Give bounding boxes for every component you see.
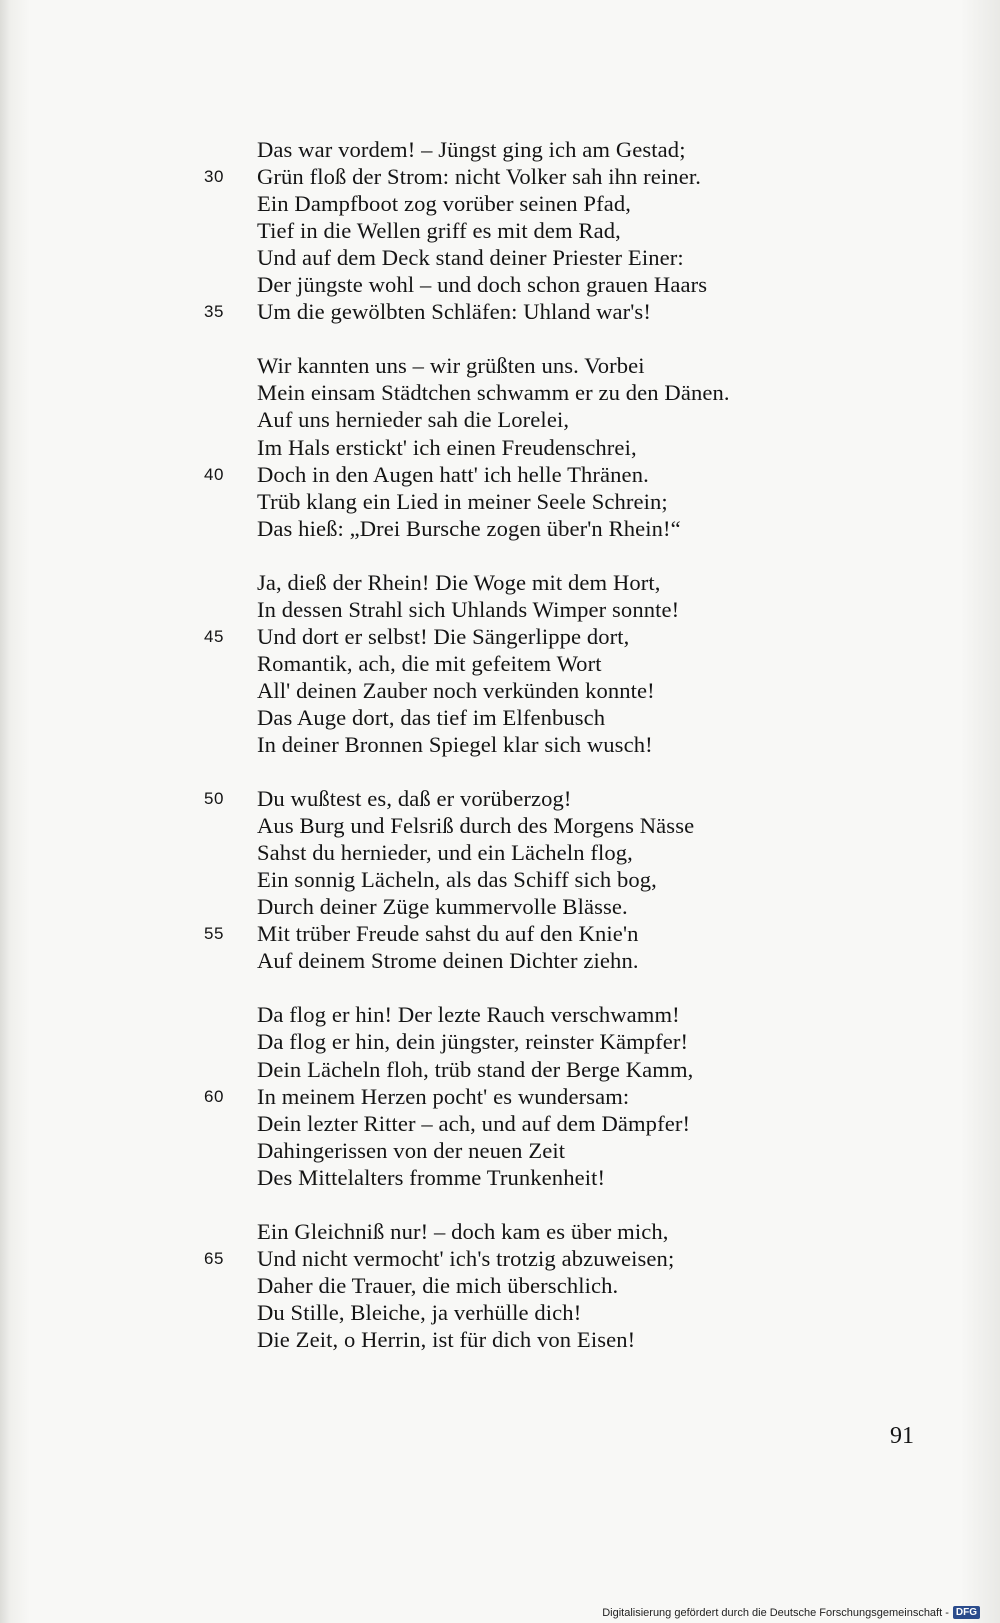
digitization-footer — [602, 1606, 980, 1619]
line-number: 50 — [204, 789, 224, 809]
poem-line — [0, 731, 1000, 759]
poem-line — [0, 163, 1000, 191]
poem-line — [0, 136, 1000, 164]
verse-text: Ja, dieß der Rhein! Die Woge mit dem Hort, — [257, 569, 661, 595]
poem-line — [0, 1028, 1000, 1056]
verse-text: Des Mittelalters fromme Trunkenheit! — [257, 1164, 606, 1190]
verse-text: Das hieß: „Drei Bursche zogen über'n Rhein!“ — [257, 515, 681, 541]
verse-text: Ein sonnig Lächeln, als das Schiff sich bog, — [257, 867, 657, 893]
poem-line — [0, 298, 1000, 326]
verse-text: In dessen Strahl sich Uhlands Wimper sonnte! — [257, 596, 680, 622]
footer-text: Digitalisierung gefördert durch die Deutsche Forschungsgemeinschaft - — [602, 1606, 949, 1619]
poem-line — [0, 461, 1000, 489]
poem-line — [0, 596, 1000, 624]
verse-text: Ein Gleichniß nur! – doch kam es über mich, — [257, 1218, 669, 1244]
verse-text: Romantik, ach, die mit gefeitem Wort — [257, 650, 602, 676]
verse-text: Du Stille, Bleiche, ja verhülle dich! — [257, 1299, 582, 1325]
verse-text: Und auf dem Deck stand deiner Priester Einer: — [257, 245, 684, 271]
poem-line — [0, 812, 1000, 840]
verse-text: Auf uns hernieder sah die Lorelei, — [257, 407, 570, 433]
poem-line — [0, 1326, 1000, 1354]
verse-text: Und nicht vermocht' ich's trotzig abzuweisen; — [257, 1245, 675, 1271]
poem-line — [0, 244, 1000, 272]
poem-line — [0, 866, 1000, 894]
line-number: 55 — [204, 924, 224, 944]
verse-text: Da flog er hin, dein jüngster, reinster Kämpfer! — [257, 1029, 689, 1055]
poem-line — [0, 271, 1000, 299]
page-number: 91 — [890, 1423, 914, 1449]
poem-line — [0, 839, 1000, 867]
line-number: 65 — [204, 1248, 224, 1268]
line-number: 30 — [204, 167, 224, 187]
verse-text: Wir kannten uns – wir grüßten uns. Vorbei — [257, 353, 645, 379]
poem-line — [0, 569, 1000, 597]
line-number: 40 — [204, 464, 224, 484]
verse-text: All' deinen Zauber noch verkünden konnte! — [257, 677, 655, 703]
verse-text: Im Hals erstickt' ich einen Freudenschrei, — [257, 434, 637, 460]
verse-text: Dein lezter Ritter – ach, und auf dem Dämpfer! — [257, 1110, 691, 1136]
verse-text: Auf deinem Strome deinen Dichter ziehn. — [257, 948, 639, 974]
line-number: 35 — [204, 302, 224, 322]
poem-line — [0, 623, 1000, 651]
verse-text: Trüb klang ein Lied in meiner Seele Schrein; — [257, 488, 668, 514]
poem-line — [0, 1164, 1000, 1192]
verse-text: Aus Burg und Felsriß durch des Morgens Nässe — [257, 813, 695, 839]
verse-text: Dahingerissen von der neuen Zeit — [257, 1137, 566, 1163]
verse-text: Die Zeit, o Herrin, ist für dich von Eisen! — [257, 1326, 636, 1352]
poem-line — [0, 1001, 1000, 1029]
verse-text: Sahst du hernieder, und ein Lächeln flog, — [257, 840, 633, 866]
poem-line — [0, 785, 1000, 813]
poem-line — [0, 434, 1000, 462]
verse-text: In deiner Bronnen Spiegel klar sich wusch! — [257, 732, 653, 757]
poem-line — [0, 488, 1000, 516]
verse-text: Mit trüber Freude sahst du auf den Knie'n — [257, 921, 639, 947]
verse-text: Durch deiner Züge kummervolle Blässe. — [257, 894, 628, 920]
verse-text: Du wußtest es, daß er vorüberzog! — [257, 786, 572, 812]
poem-line — [0, 352, 1000, 380]
dfg-logo-icon: DFG — [953, 1606, 980, 1619]
verse-text: Daher die Trauer, die mich überschlich. — [257, 1272, 619, 1298]
poem-line — [0, 1272, 1000, 1300]
verse-text: Das war vordem! – Jüngst ging ich am Gestad; — [257, 137, 686, 162]
poem-line — [0, 1137, 1000, 1165]
verse-text: Der jüngste wohl – und doch schon grauen Haars — [257, 272, 708, 298]
poem-line — [0, 947, 1000, 975]
line-number: 45 — [204, 626, 224, 646]
poem-line — [0, 1218, 1000, 1246]
poem-line — [0, 1056, 1000, 1084]
verse-text: Ein Dampfboot zog vorüber seinen Pfad, — [257, 191, 631, 217]
poem-line — [0, 1245, 1000, 1273]
poem-line — [0, 1083, 1000, 1111]
poem-line — [0, 217, 1000, 245]
poem-line — [0, 677, 1000, 705]
poem-line — [0, 379, 1000, 407]
verse-text: Dein Lächeln floh, trüb stand der Berge Kamm, — [257, 1056, 694, 1082]
verse-text: Tief in die Wellen griff es mit dem Rad, — [257, 218, 621, 244]
verse-text: Das Auge dort, das tief im Elfenbusch — [257, 704, 606, 730]
poem-line — [0, 704, 1000, 732]
verse-text: Da flog er hin! Der lezte Rauch verschwamm! — [257, 1002, 680, 1028]
poem-line — [0, 515, 1000, 543]
poem-line — [0, 650, 1000, 678]
verse-text: Grün floß der Strom: nicht Volker sah ihn reiner. — [257, 164, 701, 190]
poem-line — [0, 920, 1000, 948]
poem-line — [0, 190, 1000, 218]
verse-text: In meinem Herzen pocht' es wundersam: — [257, 1083, 630, 1109]
poem-line — [0, 406, 1000, 434]
verse-text: Doch in den Augen hatt' ich helle Thränen. — [257, 461, 649, 487]
line-number: 60 — [204, 1086, 224, 1106]
verse-text: Mein einsam Städtchen schwamm er zu den Dänen. — [257, 380, 730, 406]
poem-line — [0, 1110, 1000, 1138]
poem-line — [0, 1299, 1000, 1327]
verse-text: Um die gewölbten Schläfen: Uhland war's! — [257, 299, 651, 325]
verse-text: Und dort er selbst! Die Sängerlippe dort, — [257, 623, 630, 649]
poem-line — [0, 893, 1000, 921]
